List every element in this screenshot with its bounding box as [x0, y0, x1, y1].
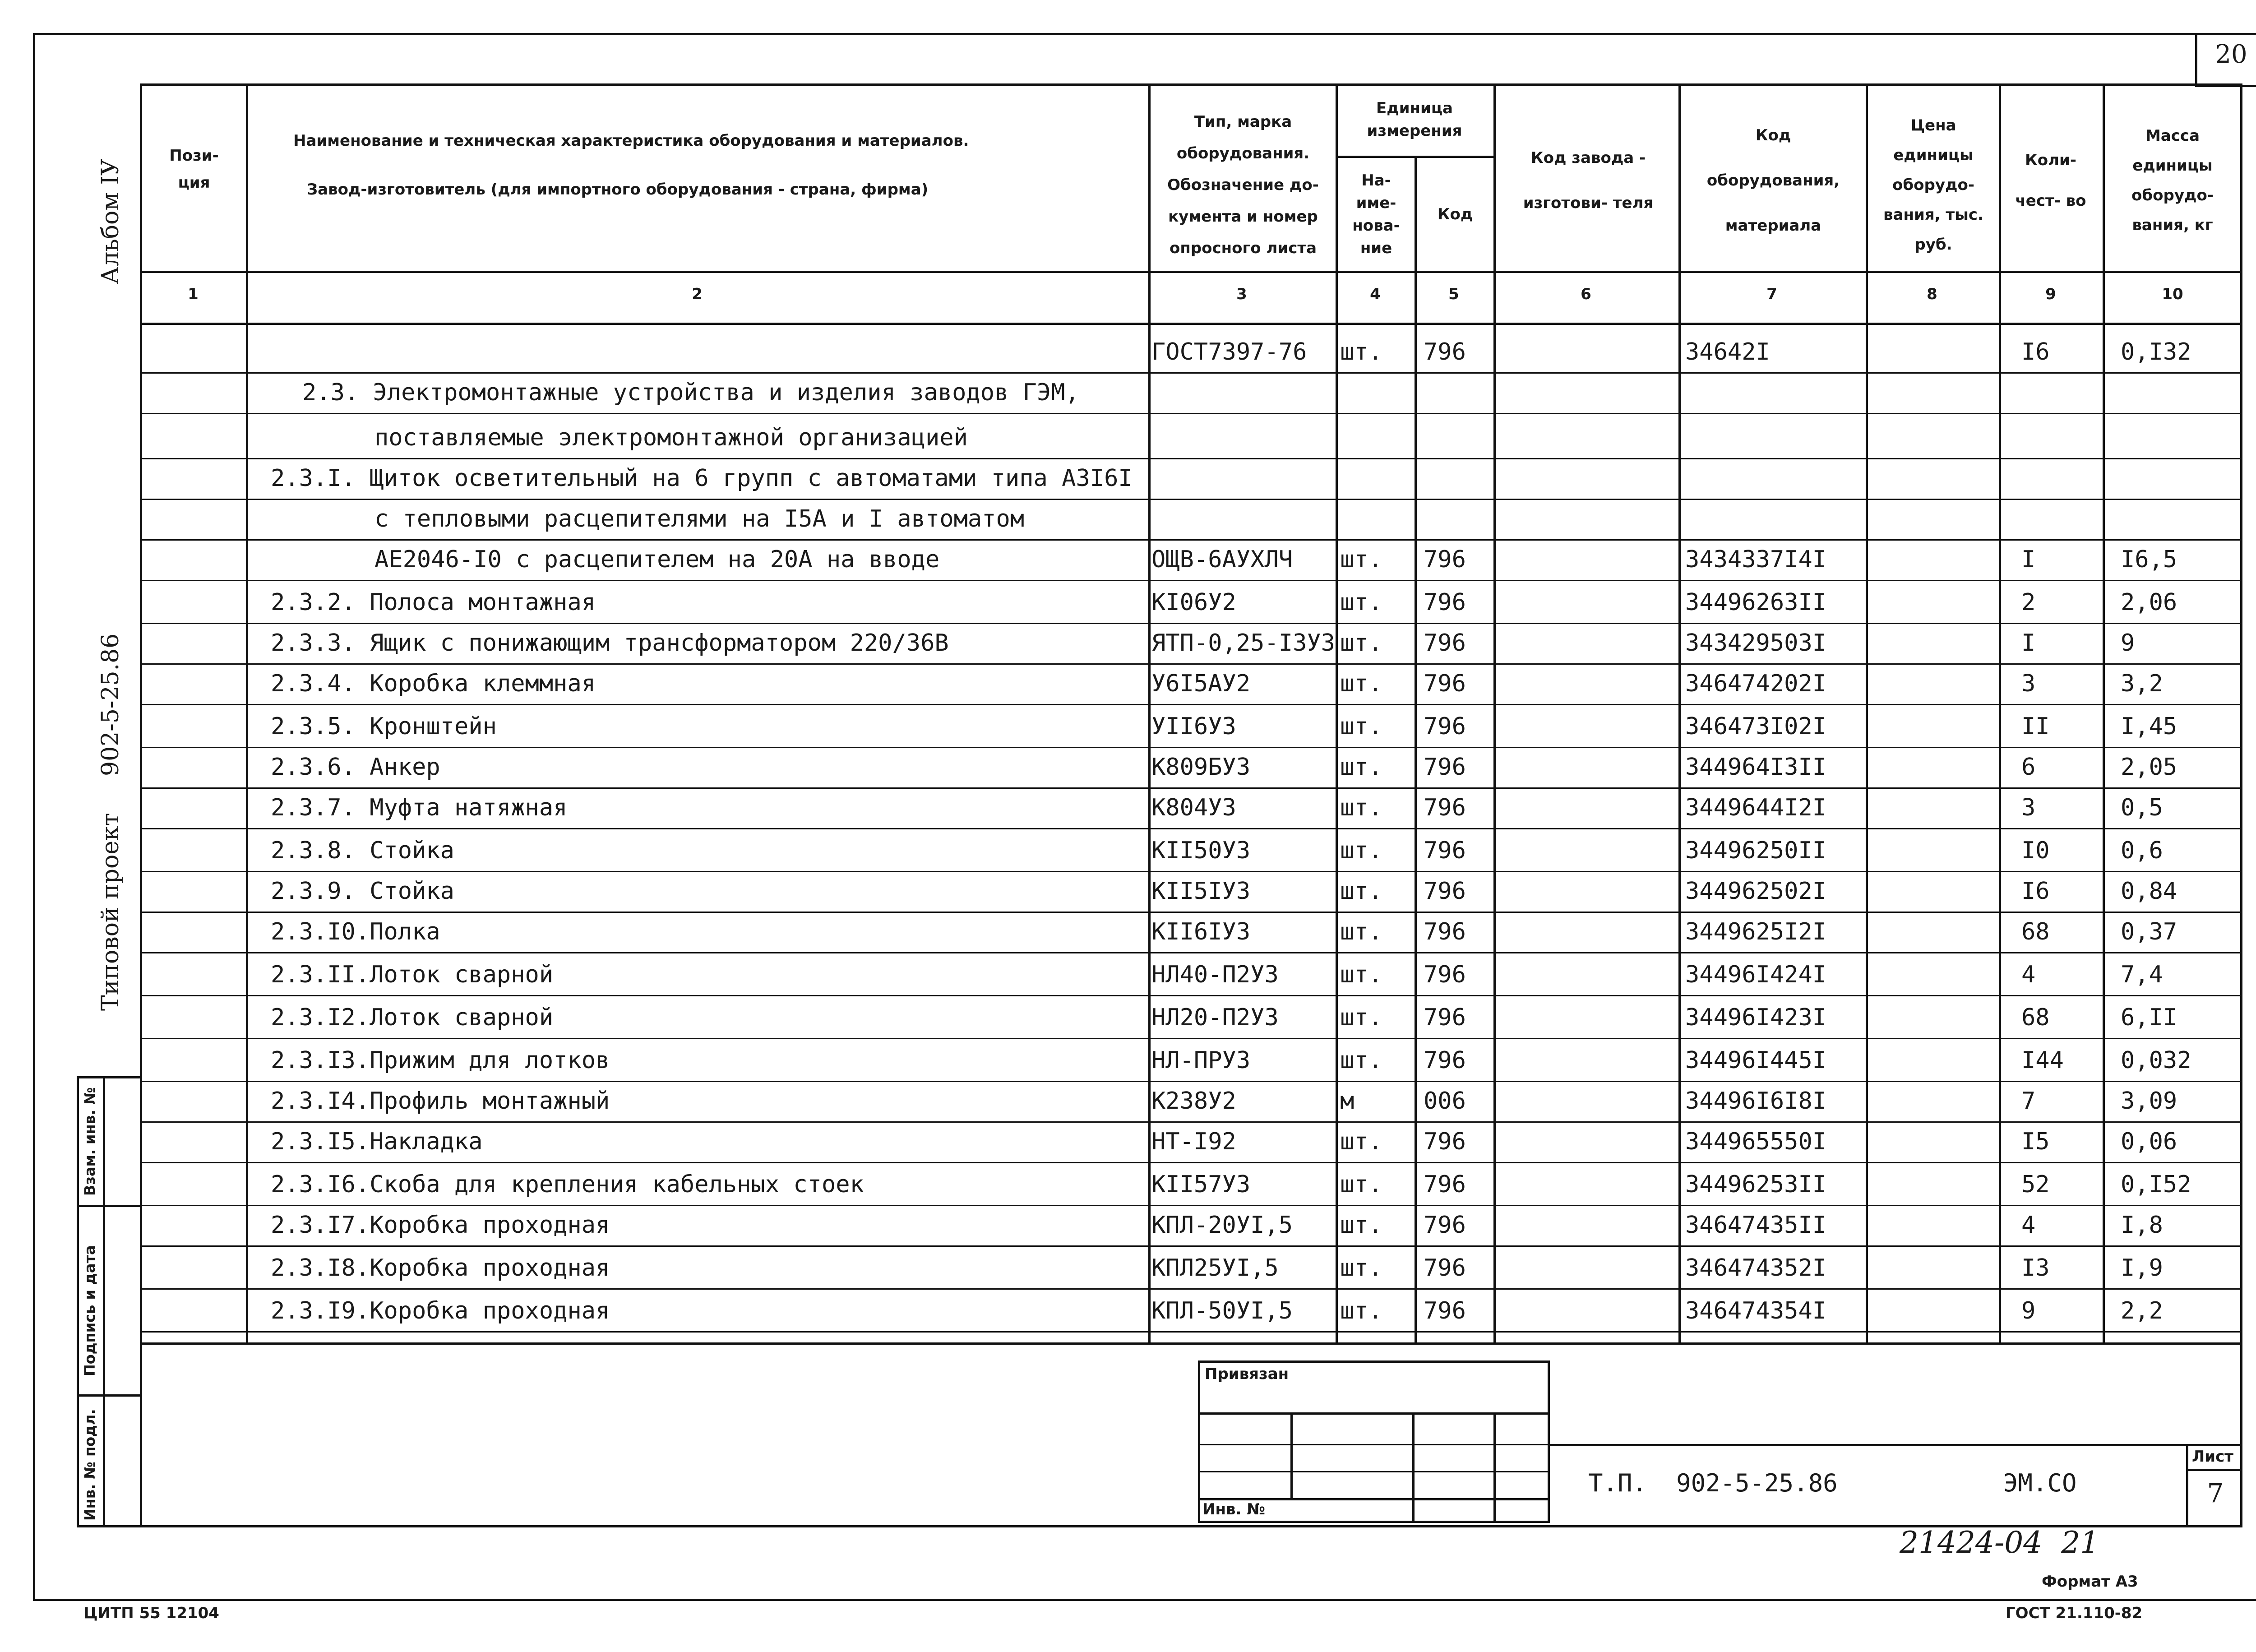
table-cell-unit: шт.	[1340, 1297, 1382, 1324]
table-cell-qty: 3	[2021, 794, 2036, 821]
table-cell-item-code: 346474202I	[1685, 670, 1827, 697]
table-cell-name: с тепловыми расцепителями на I5A и I автоматом	[374, 505, 1025, 532]
footer-format: Формат А3	[2042, 1573, 2138, 1591]
table-row-line	[140, 499, 2242, 500]
table-cell-type: ОЩВ-6АУХЛЧ	[1151, 546, 1293, 573]
project-code: 902-5-25.86	[97, 633, 124, 776]
table-cell-type: КПЛ-20УI,5	[1151, 1212, 1293, 1239]
table-cell-item-code: 34496I6I8I	[1685, 1087, 1827, 1115]
header-price: Цена единицы оборудо- вания, тыс. руб.	[1883, 116, 1983, 254]
table-cell-mass: I,9	[2121, 1254, 2163, 1282]
table-cell-item-code: 343429503I	[1685, 629, 1827, 657]
table-bottom-line	[140, 1342, 2242, 1345]
table-cell-type: KII5IУ3	[1151, 878, 1251, 905]
table-cell-item-code: 344964I3II	[1685, 754, 1827, 781]
column-number: 7	[1766, 285, 1777, 303]
table-cell-type: ЯТП-0,25-I3У3	[1151, 629, 1335, 657]
table-cell-qty: 4	[2021, 1212, 2036, 1239]
table-cell-mass: 6,II	[2121, 1004, 2177, 1031]
table-cell-code: 796	[1424, 589, 1466, 616]
table-cell-name: 2.3.II.Лоток сварной	[271, 961, 554, 988]
header-unit-group: Единица измерения	[1367, 99, 1462, 140]
table-cell-type: K804У3	[1151, 794, 1236, 821]
table-row-line	[140, 580, 2242, 581]
table-cell-mass: 0,6	[2121, 837, 2163, 864]
table-row-line	[140, 871, 2242, 872]
header-line	[140, 323, 2242, 325]
doc-code: Т.П. 902-5-25.86	[1588, 1469, 1838, 1497]
table-cell-mass: I6,5	[2121, 546, 2177, 573]
table-cell-type: У6I5АУ2	[1151, 670, 1251, 697]
table-row-line	[140, 704, 2242, 705]
title-line	[1198, 1412, 1550, 1415]
table-cell-mass: 0,032	[2121, 1047, 2191, 1074]
table-cell-mass: 0,5	[2121, 794, 2163, 821]
table-cell-qty: I6	[2021, 878, 2050, 905]
table-cell-type: KII57У3	[1151, 1171, 1251, 1198]
table-cell-qty: 6	[2021, 754, 2036, 781]
table-cell-type: КПЛ25УI,5	[1151, 1254, 1279, 1282]
table-cell-name: АЕ2046-I0 с расцепителем на 20А на вводе	[374, 546, 940, 573]
column-number: 4	[1370, 285, 1381, 303]
table-row-line	[140, 1038, 2242, 1039]
table-cell-unit: шт.	[1340, 1171, 1382, 1198]
header-unit-code: Код	[1437, 205, 1473, 223]
stamp-label-original-inv: Инв. № подл.	[81, 1409, 98, 1521]
table-cell-qty: 2	[2021, 589, 2036, 616]
table-cell-unit: шт.	[1340, 713, 1382, 740]
column-number: 10	[2162, 285, 2183, 303]
header-position: Пози- ция	[169, 147, 219, 192]
table-row-line	[140, 952, 2242, 953]
header-qty: Коли- чест- во	[2015, 151, 2086, 210]
title-line	[1198, 1444, 1550, 1445]
inv-no-label: Инв. №	[1202, 1500, 1266, 1518]
table-cell-item-code: 34642I	[1685, 338, 1770, 366]
table-cell-code: 796	[1424, 1171, 1466, 1198]
table-row-line	[140, 912, 2242, 913]
stamp-divider	[103, 1076, 105, 1527]
table-cell-name: 2.3.9. Стойка	[271, 878, 454, 905]
title-line	[1198, 1471, 1550, 1472]
header-line	[140, 271, 2242, 273]
table-cell-qty: 68	[2021, 918, 2050, 945]
table-cell-name: 2.3.I0.Полка	[271, 918, 440, 945]
table-cell-name: 2.3.8. Стойка	[271, 837, 454, 864]
table-row-line	[140, 1331, 2242, 1333]
table-cell-code: 796	[1424, 670, 1466, 697]
table-row-line	[140, 1081, 2242, 1082]
table-cell-item-code: 34647435II	[1685, 1212, 1827, 1239]
sheet-number: 7	[2207, 1478, 2224, 1509]
sheet-label: Лист	[2192, 1448, 2233, 1466]
table-cell-unit: шт.	[1340, 589, 1382, 616]
table-cell-qty: I	[2021, 629, 2036, 657]
table-cell-name: 2.3.4. Коробка клеммная	[271, 670, 596, 697]
table-cell-unit: шт.	[1340, 837, 1382, 864]
table-cell-unit: шт.	[1340, 546, 1382, 573]
table-cell-qty: 7	[2021, 1087, 2036, 1115]
privyazan-label: Привязан	[1205, 1365, 1289, 1383]
title-line	[1290, 1412, 1293, 1498]
table-cell-name: 2.3.6. Анкер	[271, 754, 440, 781]
table-cell-code: 796	[1424, 338, 1466, 366]
table-cell-unit: шт.	[1340, 754, 1382, 781]
table-cell-unit: м	[1340, 1087, 1355, 1115]
table-row-line	[140, 372, 2242, 374]
project-type: Типовой проект	[97, 813, 124, 1011]
table-cell-qty: I3	[2021, 1254, 2050, 1282]
table-cell-unit: шт.	[1340, 961, 1382, 988]
table-cell-item-code: 3449644I2I	[1685, 794, 1827, 821]
table-row-line	[140, 539, 2242, 541]
table-cell-name: 2.3.I8.Коробка проходная	[271, 1254, 610, 1282]
column-number: 8	[1927, 285, 1937, 303]
table-cell-mass: I,8	[2121, 1212, 2163, 1239]
table-cell-item-code: 346474354I	[1685, 1297, 1827, 1324]
title-line	[2186, 1469, 2242, 1471]
column-number: 5	[1448, 285, 1459, 303]
table-cell-name: 2.3.I4.Профиль монтажный	[271, 1087, 610, 1115]
table-cell-mass: I,45	[2121, 713, 2177, 740]
table-cell-qty: I44	[2021, 1047, 2064, 1074]
footer-gost: ГОСТ 21.110-82	[2006, 1604, 2143, 1622]
table-cell-mass: 0,I32	[2121, 338, 2191, 366]
table-cell-qty: 68	[2021, 1004, 2050, 1031]
table-cell-qty: I0	[2021, 837, 2050, 864]
table-cell-qty: II	[2021, 713, 2050, 740]
header-factory-code: Код завода - изготови- теля	[1523, 149, 1654, 212]
stamp-divider	[77, 1205, 142, 1207]
table-cell-code: 796	[1424, 918, 1466, 945]
table-cell-mass: 3,09	[2121, 1087, 2177, 1115]
header-mass: Масса единицы оборудо- вания, кг	[2131, 127, 2214, 234]
page-number: 20	[2215, 40, 2247, 69]
table-cell-qty: 3	[2021, 670, 2036, 697]
table-cell-qty: 4	[2021, 961, 2036, 988]
table-cell-code: 796	[1424, 754, 1466, 781]
table-cell-unit: шт.	[1340, 878, 1382, 905]
header-type: Тип, марка оборудования. Обозначение до- кумента и номер опросного листа	[1167, 113, 1319, 257]
table-cell-code: 796	[1424, 546, 1466, 573]
table-cell-qty: 52	[2021, 1171, 2050, 1198]
table-cell-name: поставляемые электромонтажной организацией	[374, 424, 968, 451]
table-cell-code: 796	[1424, 837, 1466, 864]
table-cell-item-code: 346473I02I	[1685, 713, 1827, 740]
table-cell-mass: 9	[2121, 629, 2135, 657]
table-cell-type: КПЛ-50УI,5	[1151, 1297, 1293, 1324]
table-cell-code: 796	[1424, 1004, 1466, 1031]
table-row-line	[140, 828, 2242, 829]
table-cell-mass: 0,06	[2121, 1128, 2177, 1155]
table-cell-unit: шт.	[1340, 1004, 1382, 1031]
table-cell-code: 796	[1424, 1047, 1466, 1074]
table-row-line	[140, 623, 2242, 624]
table-cell-item-code: 34496I424I	[1685, 961, 1827, 988]
table-cell-code: 796	[1424, 713, 1466, 740]
table-cell-name: 2.3.I9.Коробка проходная	[271, 1297, 610, 1324]
stamp-label-signature-date: Подпись и дата	[81, 1245, 98, 1376]
table-cell-qty: I	[2021, 546, 2036, 573]
table-cell-name: 2.3.I2.Лоток сварной	[271, 1004, 554, 1031]
table-cell-code: 796	[1424, 878, 1466, 905]
table-cell-mass: 0,37	[2121, 918, 2177, 945]
table-cell-type: KII6IУ3	[1151, 918, 1251, 945]
table-cell-item-code: 34496I445I	[1685, 1047, 1827, 1074]
table-cell-unit: шт.	[1340, 1047, 1382, 1074]
table-cell-mass: 7,4	[2121, 961, 2163, 988]
table-cell-mass: 0,84	[2121, 878, 2177, 905]
handwritten-note: 21424-04 21	[1900, 1525, 2099, 1560]
stamp-label-replace-inv: Взам. инв. №	[81, 1087, 98, 1196]
table-cell-type: НТ-I92	[1151, 1128, 1236, 1155]
table-cell-unit: шт.	[1340, 338, 1382, 366]
table-cell-name: 2.3.I. Щиток осветительный на 6 групп с автоматами типа A3I6I	[271, 465, 1133, 492]
table-row-line	[140, 995, 2242, 996]
header-item-code: Код оборудования, материала	[1706, 126, 1840, 235]
table-cell-mass: 2,06	[2121, 589, 2177, 616]
table-cell-qty: I5	[2021, 1128, 2050, 1155]
table-cell-unit: шт.	[1340, 1212, 1382, 1239]
table-cell-qty: 9	[2021, 1297, 2036, 1324]
table-cell-unit: шт.	[1340, 918, 1382, 945]
table-cell-mass: 3,2	[2121, 670, 2163, 697]
table-row-line	[140, 458, 2242, 459]
table-cell-name: 2.3.I7.Коробка проходная	[271, 1212, 610, 1239]
table-cell-name: 2.3.5. Кронштейн	[271, 713, 497, 740]
table-cell-item-code: 34496250II	[1685, 837, 1827, 864]
table-cell-type: ГОСТ7397-76	[1151, 338, 1307, 366]
table-cell-item-code: 3449625I2I	[1685, 918, 1827, 945]
table-cell-name: 2.3. Электромонтажные устройства и изделия заводов ГЭМ,	[302, 379, 1079, 406]
table-cell-type: НЛ-ПРУ3	[1151, 1047, 1251, 1074]
table-cell-mass: 2,2	[2121, 1297, 2163, 1324]
table-cell-type: K809БУ3	[1151, 754, 1251, 781]
stamp-divider	[77, 1394, 142, 1397]
table-cell-type: KII50У3	[1151, 837, 1251, 864]
footer-left: ЦИТП 55 12104	[83, 1604, 219, 1622]
column-number: 9	[2045, 285, 2056, 303]
table-row-line	[140, 1121, 2242, 1123]
table-cell-type: НЛ20-П2У3	[1151, 1004, 1279, 1031]
title-line	[1550, 1444, 2242, 1446]
table-cell-code: 796	[1424, 794, 1466, 821]
table-row-line	[140, 787, 2242, 789]
table-cell-name: 2.3.I5.Накладка	[271, 1128, 483, 1155]
table-cell-item-code: 346474352I	[1685, 1254, 1827, 1282]
column-number: 6	[1581, 285, 1591, 303]
table-cell-item-code: 3434337I4I	[1685, 546, 1827, 573]
header-name-line1: Наименование и техническая характеристика оборудования и материалов.	[293, 132, 969, 150]
table-cell-name: 2.3.3. Ящик с понижающим трансформатором 220/36В	[271, 629, 949, 657]
table-cell-code: 796	[1424, 961, 1466, 988]
table-cell-type: НЛ40-П2У3	[1151, 961, 1279, 988]
header-unit-name: На- име- нова- ние	[1352, 171, 1400, 257]
table-cell-mass: 0,I52	[2121, 1171, 2191, 1198]
table-cell-item-code: 34496253II	[1685, 1171, 1827, 1198]
table-row-line	[140, 1205, 2242, 1206]
table-cell-name: 2.3.I6.Скоба для крепления кабельных стоек	[271, 1171, 864, 1198]
col-line	[1415, 156, 1417, 1345]
table-cell-code: 796	[1424, 1254, 1466, 1282]
table-cell-code: 796	[1424, 1128, 1466, 1155]
doc-mark: ЭМ.СО	[2003, 1469, 2077, 1497]
column-number: 2	[692, 285, 703, 303]
table-cell-type: K238У2	[1151, 1087, 1236, 1115]
table-row-line	[140, 413, 2242, 414]
table-cell-type: УII6У3	[1151, 713, 1236, 740]
table-row-line	[140, 663, 2242, 665]
album-label: Альбом IУ	[97, 158, 124, 284]
table-cell-item-code: 34496263II	[1685, 589, 1827, 616]
table-cell-code: 796	[1424, 1297, 1466, 1324]
table-cell-name: 2.3.7. Муфта натяжная	[271, 794, 568, 821]
table-cell-code: 796	[1424, 629, 1466, 657]
table-cell-name: 2.3.2. Полоса монтажная	[271, 589, 596, 616]
table-cell-item-code: 344965550I	[1685, 1128, 1827, 1155]
table-row-line	[140, 1162, 2242, 1163]
table-cell-mass: 2,05	[2121, 754, 2177, 781]
table-cell-code: 796	[1424, 1212, 1466, 1239]
table-row-line	[140, 1288, 2242, 1290]
table-cell-type: KI06У2	[1151, 589, 1236, 616]
header-name-line2: Завод-изготовитель (для импортного оборудования - страна, фирма)	[307, 180, 929, 199]
column-number: 3	[1236, 285, 1247, 303]
table-cell-unit: шт.	[1340, 1128, 1382, 1155]
title-line	[1493, 1412, 1496, 1523]
column-number: 1	[188, 285, 199, 303]
table-cell-unit: шт.	[1340, 629, 1382, 657]
header-line	[1336, 156, 1493, 158]
table-cell-item-code: 34496I423I	[1685, 1004, 1827, 1031]
title-line	[1412, 1412, 1415, 1523]
table-cell-unit: шт.	[1340, 794, 1382, 821]
table-cell-name: 2.3.I3.Прижим для лотков	[271, 1047, 610, 1074]
table-cell-unit: шт.	[1340, 1254, 1382, 1282]
table-cell-item-code: 344962502I	[1685, 878, 1827, 905]
table-row-line	[140, 747, 2242, 748]
table-cell-code: 006	[1424, 1087, 1466, 1115]
table-cell-qty: I6	[2021, 338, 2050, 366]
table-cell-unit: шт.	[1340, 670, 1382, 697]
table-row-line	[140, 1245, 2242, 1247]
